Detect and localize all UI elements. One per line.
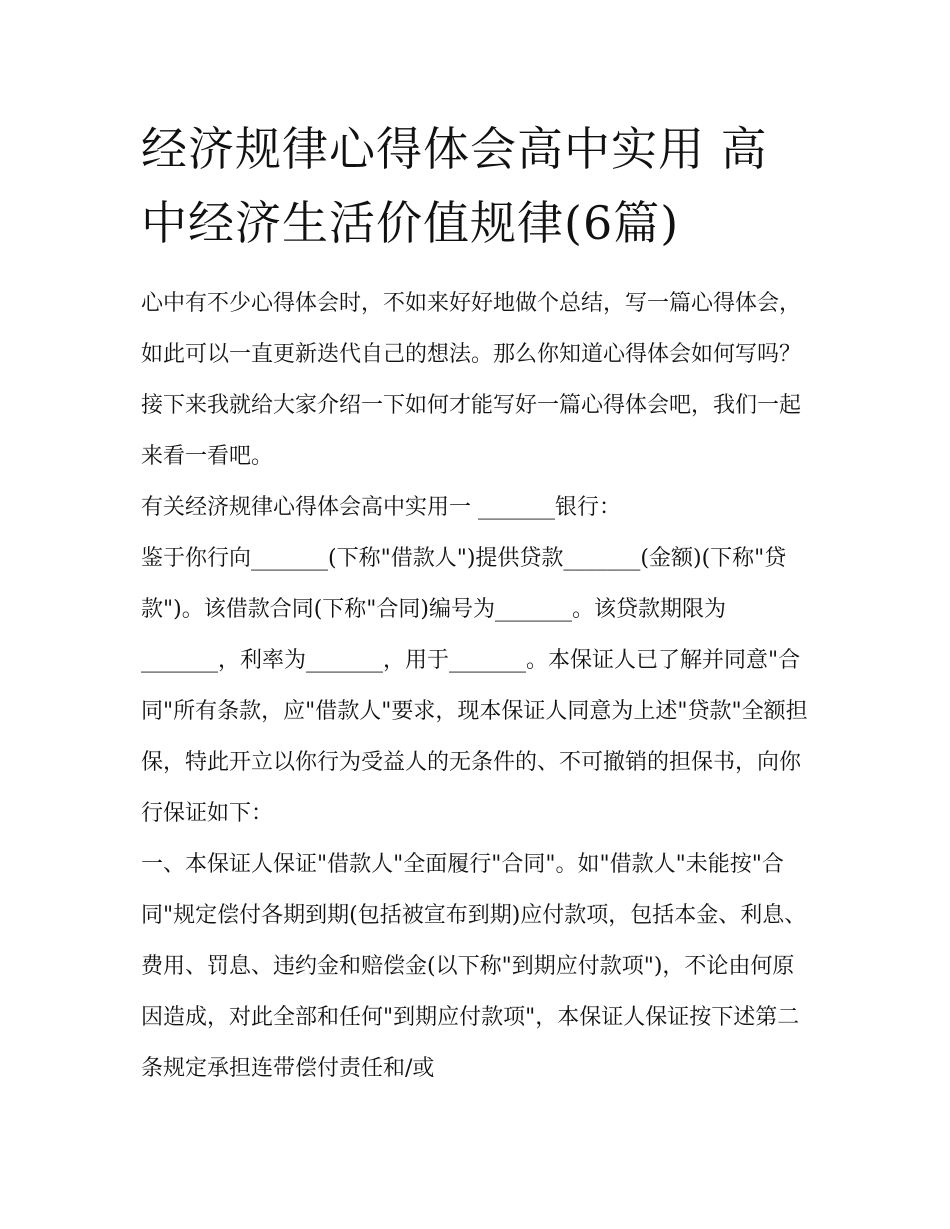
document-title: 经济规律心得体会高中实用 高中经济生活价值规律(6篇)	[141, 122, 768, 250]
clause-one-paragraph: 一、本保证人保证"借款人"全面履行"合同"。如"借款人"未能按"合同"规定偿付各期到期(包括被宣布到期)应付款项，包括本金、利息、费用、罚息、违约金和赔偿金(以下称"到期应付款项")，不论由何原因造成，对此全部和任何"到期应付款项"，本保证人保证按下述第二条规定承担连带偿付责任和/或	[141, 852, 807, 1081]
intro-paragraph: 心中有不少心得体会时，不如来好好地做个总结，写一篇心得体会，如此可以一直更新迭代自己的想法。那么你知道心得体会如何写吗？接下来我就给大家介绍一下如何才能写好一篇心得体会吧，我们一起来看一看吧。	[141, 291, 802, 469]
document-body	[141, 278, 813, 1094]
guarantee-paragraph: 鉴于你行向_______(下称"借款人")提供贷款_______(金额)(下称"贷款")。该借款合同(下称"合同)编号为_______。该贷款期限为_______，利率为_______，用于_______。本保证人已了解并同意"合同"所有条款，应"借款人"要求，现本保证人同意为上述"贷款"全额担保，特此开立以你行为受益人的无条件的、不可撤销的担保书，向你行保证如下：	[141, 546, 808, 826]
document-content	[141, 112, 813, 1094]
section-heading-paragraph: 有关经济规律心得体会高中实用一 _______银行：	[141, 495, 621, 520]
